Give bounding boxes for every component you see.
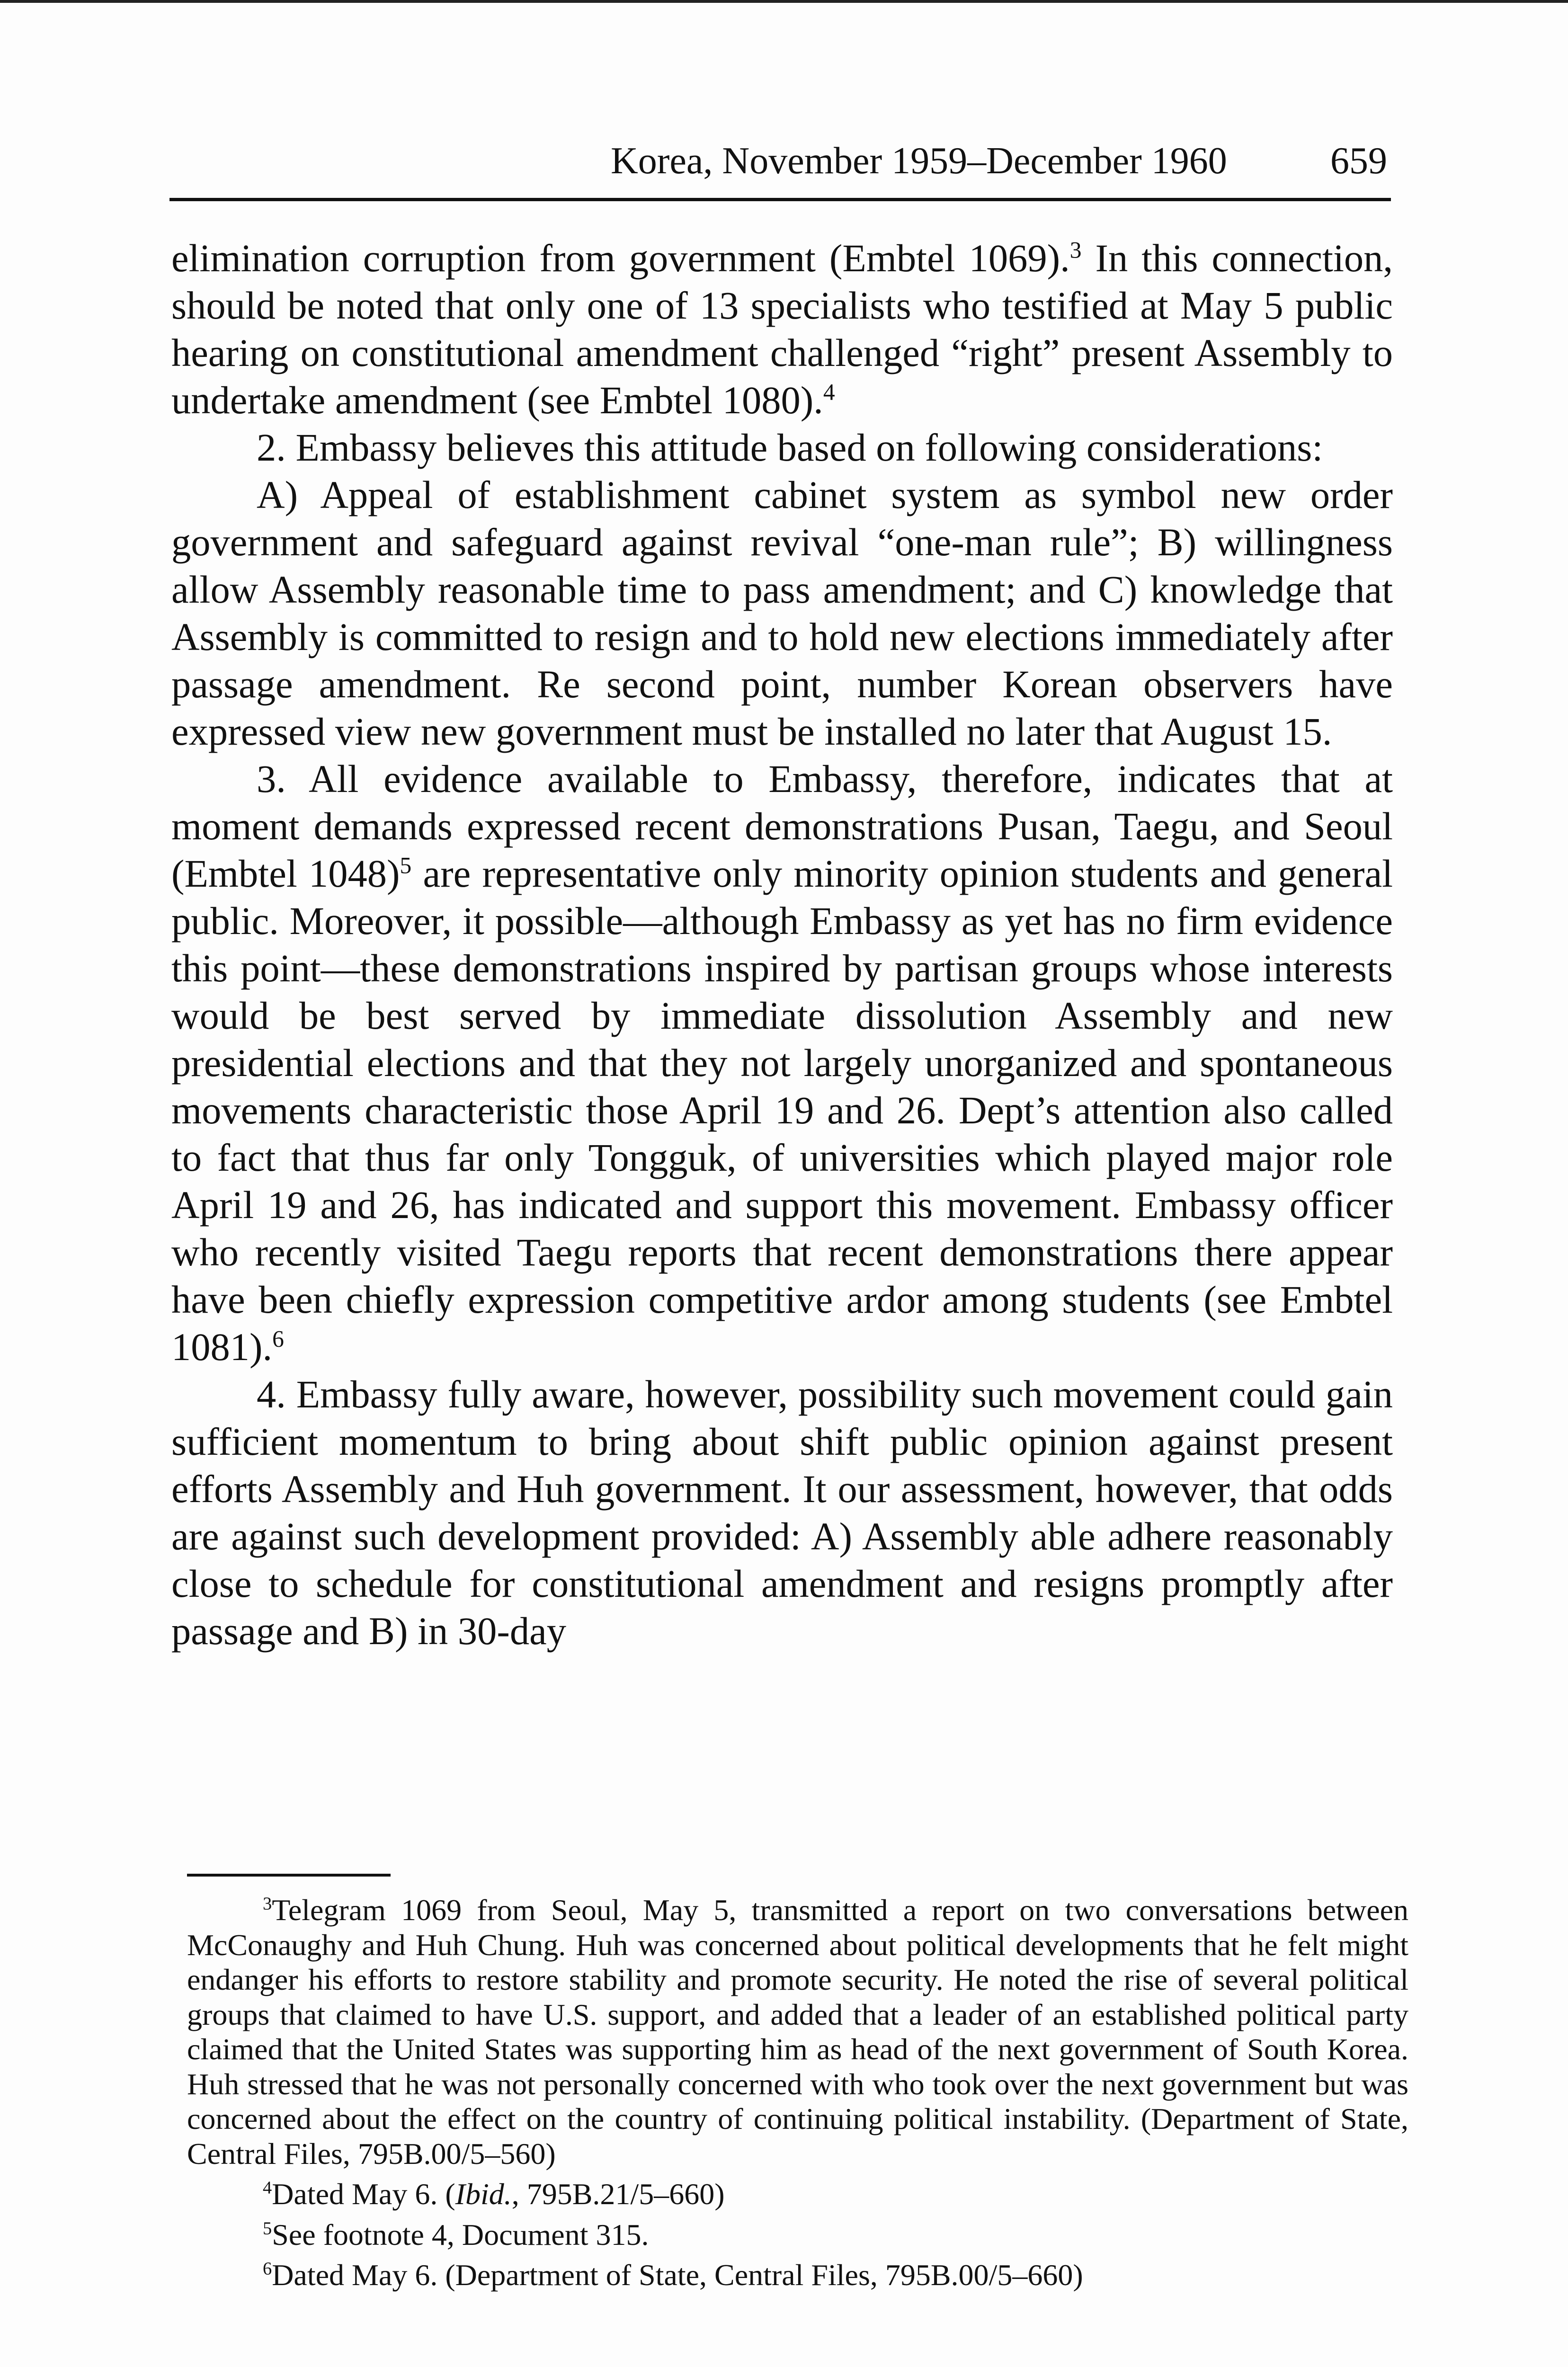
paragraph-text: In this connection, should be noted that only one of 13 specialists who testified at May 5 public hearing on constitutional amendment challenged “right” present Assembly to undertake amendment (see Embtel 1080). (171, 236, 1393, 422)
footnote-ref: 6 (272, 1326, 284, 1352)
footnote-text: , 795B.21/5–660) (511, 2177, 725, 2211)
footnote-mark: 4 (263, 2178, 272, 2198)
paragraph-text: are representative only minority opinion students and general public. Moreover, it possible—although Embassy as yet has no firm evidence this point—these demonstrations inspired by partisan groups whose interests would be best served by immediate dissolution Assembly and new presidential elections and that they not largely unorganized and spontaneous movements characteristic those April 19 and 26. Dept’s attention also called to fact that thus far only Tongguk, of universities which played major role April 19 and 26, has indicated and support this movement. Embassy officer who recently visited Taegu reports that recent demonstrations there appear have been chiefly expression competitive ardor among students (see Embtel 1081). (171, 852, 1393, 1369)
paragraph-text: elimination corruption from government (Embtel 1069). (171, 236, 1070, 280)
paragraph-4: 4. Embassy fully aware, however, possibility such movement could gain sufficient momentum to bring about shift public opinion against present efforts Assembly and Huh government. It our assessment, however, that odds are against such development provided: A) Assembly able adhere reasonably close to schedule for constitutional amendment and resigns promptly after passage and B) in 30-day (171, 1372, 1393, 1653)
paragraph-2: 2. Embassy believes this attitude based on following considerations: (257, 426, 1323, 469)
footnotes (187, 1893, 1408, 2298)
footnote-ibid: Ibid. (455, 2177, 512, 2211)
footnote-text: Telegram 1069 from Seoul, May 5, transmitted a report on two conversations between McConaughy and Huh Chung. Huh was concerned about political developments that he felt might endanger his efforts to restore stability and promote security. He noted the rise of several political groups that claimed to have U.S. support, and added that a leader of an established political party claimed that the United States was supporting him as head of the next government of South Korea. Huh stressed that he was not personally concerned with who took over the next government but was concerned about the effect on the country of continuing political instability. (Department of State, Central Files, 795B.00/5–560) (187, 1893, 1408, 2171)
footnote-ref: 5 (400, 852, 412, 879)
paragraph-continuation (171, 234, 1393, 424)
header-rule (169, 198, 1391, 201)
footnote-text: See footnote 4, Document 315. (272, 2217, 649, 2251)
footnote-text: Dated May 6. ( (272, 2177, 455, 2211)
footnote-6 (187, 2258, 1408, 2293)
paragraph-text: 3. All evidence available to Embassy, therefore, indicates that at moment demands expressed recent demonstrations Pusan, Taegu, and Seoul (Embtel 1048) (171, 757, 1393, 895)
footnote-text: Dated May 6. (Department of State, Central Files, 795B.00/5–660) (272, 2258, 1083, 2292)
footnote-ref: 4 (823, 379, 835, 405)
paragraph-considerations: A) Appeal of establishment cabinet system as symbol new order government and safeguard against revival “one-man rule”; B) willingness allow Assembly reasonable time to pass amendment; and C) knowledge that Assembly is committed to resign and to hold new elections immediately after passage amendment. Re second point, number Korean observers have expressed view new government must be installed no later that August 15. (171, 473, 1393, 753)
footnote-3 (187, 1893, 1408, 2171)
page-number: 659 (1330, 140, 1387, 182)
footnote-mark: 6 (263, 2259, 272, 2279)
footnote-ref: 3 (1069, 237, 1082, 263)
footnote-mark: 5 (263, 2218, 272, 2239)
paragraph-3 (171, 755, 1393, 1370)
footnote-5 (187, 2217, 1408, 2252)
footnote-mark: 3 (263, 1894, 272, 1914)
running-title: Korea, November 1959–December 1960 (611, 140, 1227, 182)
body-text (171, 234, 1393, 1655)
footnote-4 (187, 2177, 1408, 2212)
footnote-rule (187, 1874, 391, 1877)
scan-edge (0, 0, 1568, 3)
running-head (611, 137, 1387, 185)
